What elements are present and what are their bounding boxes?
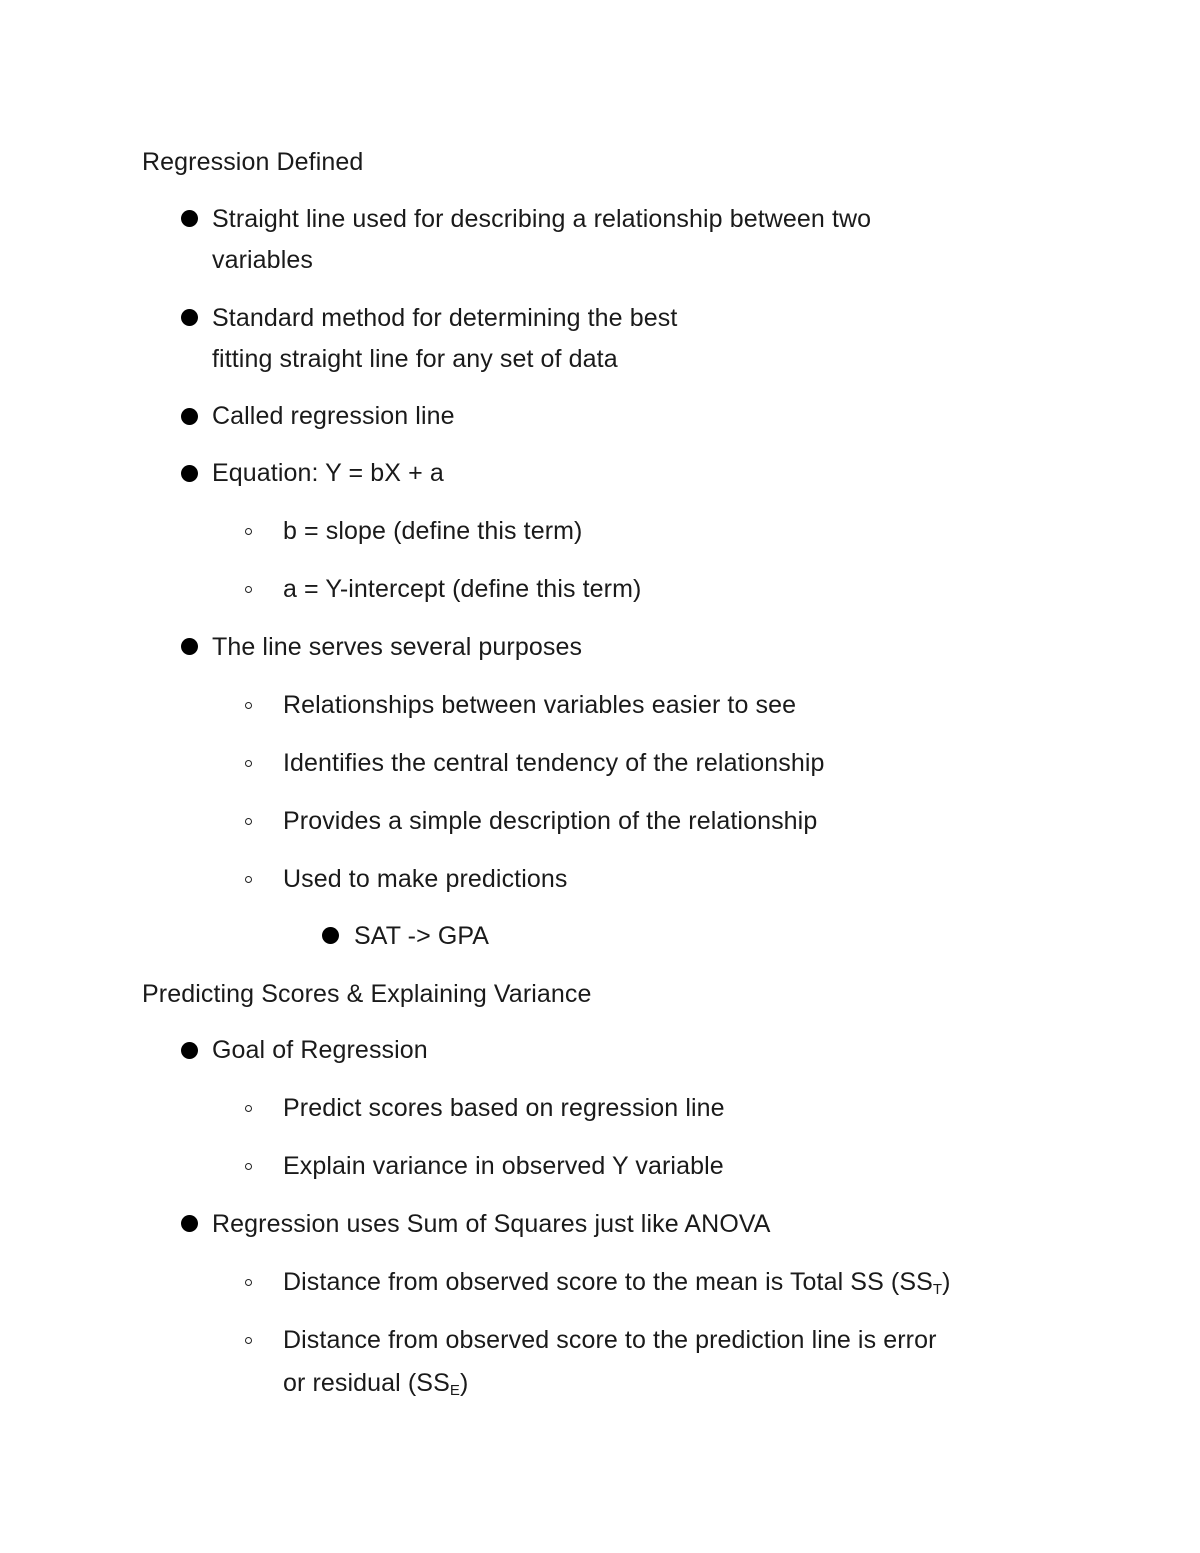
sub-bullet-text-part: ) bbox=[459, 1369, 469, 1397]
sub-bullet-circle-icon bbox=[245, 586, 252, 593]
bullet-dot-icon bbox=[181, 309, 198, 326]
sub-bullet-circle-icon bbox=[245, 1279, 252, 1286]
sub-bullet-text-part: or residual (SS bbox=[283, 1369, 450, 1397]
sub-sub-bullet-dot-icon bbox=[322, 927, 339, 944]
sub-bullet-circle-icon bbox=[245, 702, 252, 709]
sub-bullet-text: Provides a simple description of the relationship bbox=[283, 807, 818, 835]
bullet-dot-icon bbox=[181, 1042, 198, 1059]
sub-sub-bullet-text: SAT -> GPA bbox=[354, 922, 490, 950]
bullet-text: Straight line used for describing a relationship between two bbox=[212, 205, 872, 233]
bullet-text: Equation: Y = bX + a bbox=[212, 459, 444, 487]
sub-bullet-text: Distance from observed score to the prediction line is error bbox=[283, 1326, 937, 1354]
sub-bullet-circle-icon bbox=[245, 1105, 252, 1112]
sub-bullet-text-part: ) bbox=[942, 1268, 951, 1296]
bullet-text: Standard method for determining the best bbox=[212, 304, 678, 332]
bullet-dot-icon bbox=[181, 1215, 198, 1232]
sub-bullet-circle-icon bbox=[245, 818, 252, 825]
sub-bullet-circle-icon bbox=[245, 1163, 252, 1170]
bullet-text: Goal of Regression bbox=[212, 1036, 428, 1064]
section-heading: Regression Defined bbox=[142, 148, 364, 176]
sub-bullet-circle-icon bbox=[245, 876, 252, 883]
section-heading: Predicting Scores & Explaining Variance bbox=[142, 980, 592, 1008]
sub-bullet-text: a = Y-intercept (define this term) bbox=[283, 575, 642, 603]
bullet-text-continuation: fitting straight line for any set of data bbox=[212, 345, 618, 373]
sub-bullet-text: Used to make predictions bbox=[283, 865, 568, 893]
subscript: E bbox=[449, 1382, 460, 1399]
bullet-dot-icon bbox=[181, 408, 198, 425]
sub-bullet-text: b = slope (define this term) bbox=[283, 517, 583, 545]
bullet-dot-icon bbox=[181, 210, 198, 227]
bullet-text: Regression uses Sum of Squares just like ANOVA bbox=[212, 1210, 771, 1238]
sub-bullet-text: Explain variance in observed Y variable bbox=[283, 1152, 724, 1180]
bullet-dot-icon bbox=[181, 465, 198, 482]
sub-bullet-text-rich bbox=[283, 1267, 951, 1297]
sub-bullet-circle-icon bbox=[245, 528, 252, 535]
sub-bullet-text: Identifies the central tendency of the relationship bbox=[283, 749, 825, 777]
sub-bullet-text: Predict scores based on regression line bbox=[283, 1094, 725, 1122]
sub-bullet-text-part: Distance from observed score to the mean is Total SS (SS bbox=[283, 1268, 933, 1296]
bullet-text-continuation: variables bbox=[212, 246, 313, 274]
sub-bullet-circle-icon bbox=[245, 1337, 252, 1344]
bullet-text: Called regression line bbox=[212, 402, 455, 430]
sub-bullet-circle-icon bbox=[245, 760, 252, 767]
sub-bullet-text-rich bbox=[283, 1368, 468, 1398]
bullet-dot-icon bbox=[181, 638, 198, 655]
subscript: T bbox=[932, 1281, 943, 1298]
sub-bullet-text: Relationships between variables easier to see bbox=[283, 691, 797, 719]
bullet-text: The line serves several purposes bbox=[212, 633, 583, 661]
